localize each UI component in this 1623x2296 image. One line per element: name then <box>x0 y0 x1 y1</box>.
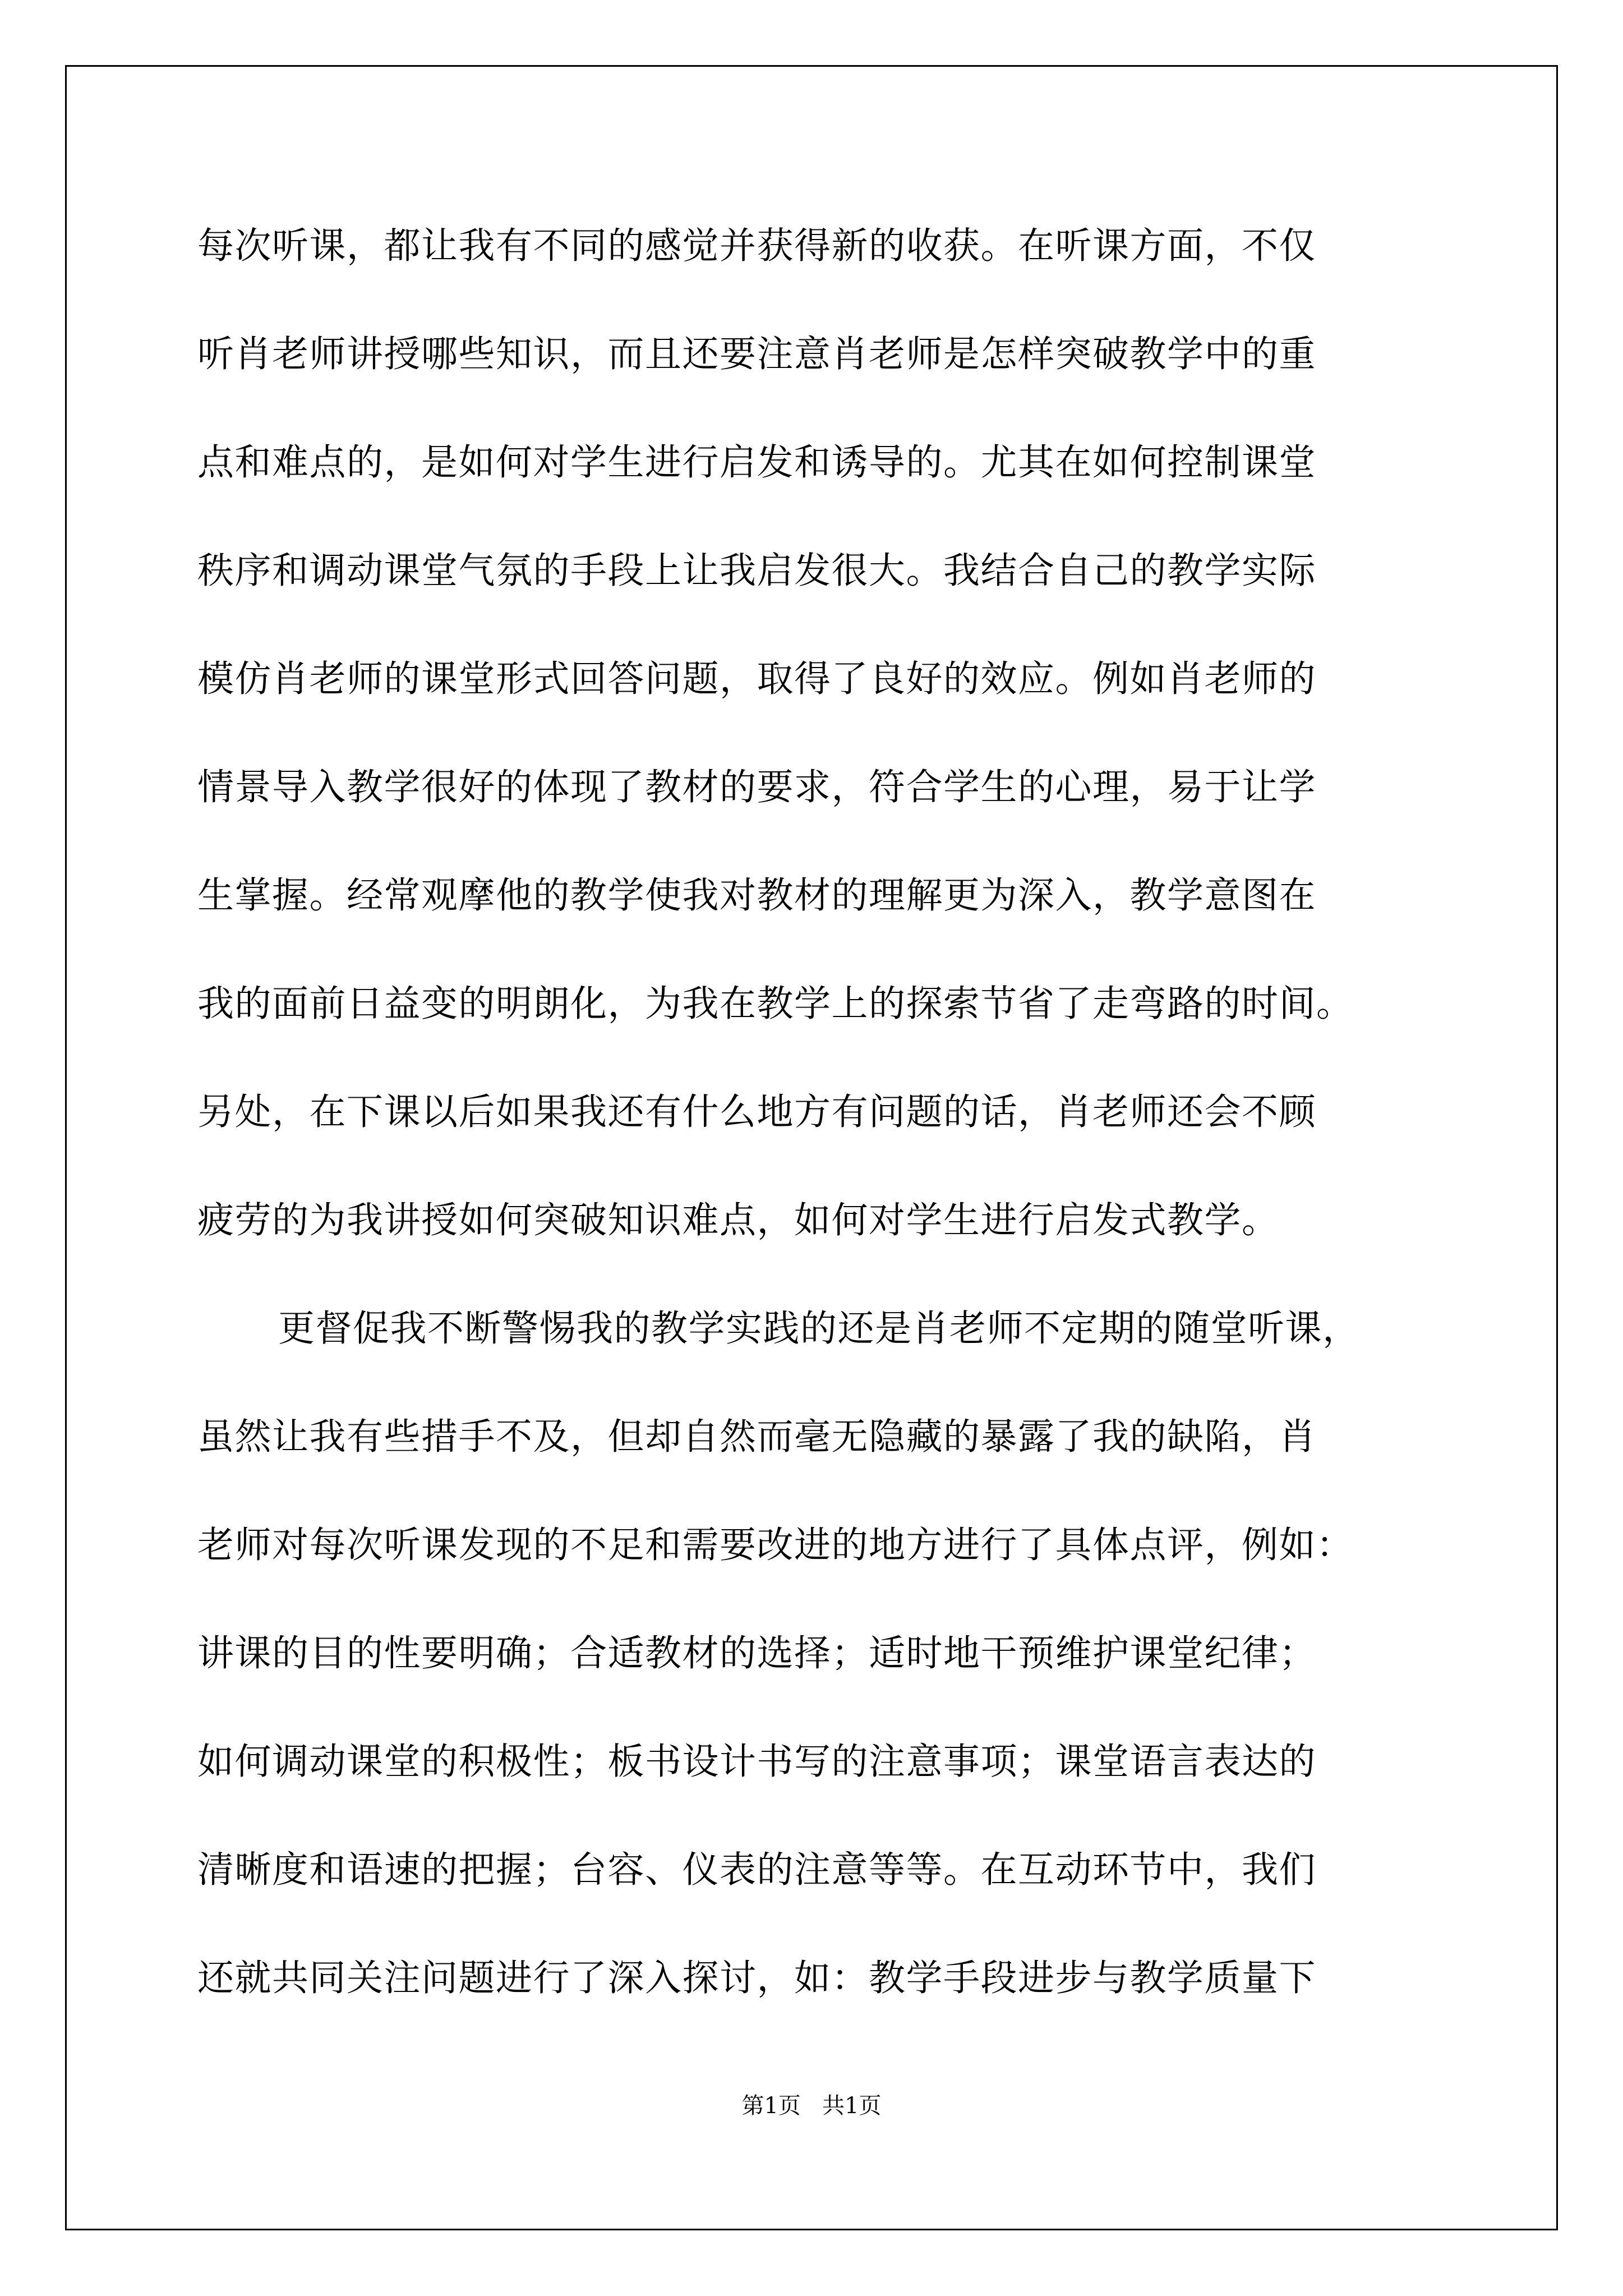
text-line: 如何调动课堂的积极性；板书设计书写的注意事项；课堂语言表达的 <box>197 1741 1317 1783</box>
text-line: 每次听课，都让我有不同的感觉并获得新的收获。在听课方面，不仅 <box>197 225 1317 267</box>
text-line: 清晰度和语速的把握；台容、仪表的注意等等。在互动环节中，我们 <box>197 1849 1317 1891</box>
text-line: 情景导入教学很好的体现了教材的要求，符合学生的心理，易于让学 <box>197 766 1317 808</box>
text-line: 还就共同关注问题进行了深入探讨，如：教学手段进步与教学质量下 <box>197 1957 1317 1999</box>
text-line: 另处，在下课以后如果我还有什么地方有问题的话，肖老师还会不顾 <box>197 1091 1317 1133</box>
text-line: 我的面前日益变的明朗化，为我在教学上的探索节省了走弯路的时间。 <box>197 983 1354 1025</box>
text-line: 点和难点的，是如何对学生进行启发和诱导的。尤其在如何控制课堂 <box>197 441 1317 484</box>
text-line: 讲课的目的性要明确；合适教材的选择；适时地干预维护课堂纪律； <box>197 1632 1317 1674</box>
text-line: 模仿肖老师的课堂形式回答问题，取得了良好的效应。例如肖老师的 <box>197 658 1317 700</box>
page-number-footer: 第1页 共1页 <box>741 2093 882 2119</box>
text-line: 虽然让我有些措手不及，但却自然而毫无隐藏的暴露了我的缺陷，肖 <box>197 1416 1317 1458</box>
text-line-indented: 更督促我不断警惕我的教学实践的还是肖老师不定期的随堂听课， <box>278 1308 1360 1350</box>
text-line: 老师对每次听课发现的不足和需要改进的地方进行了具体点评，例如： <box>197 1524 1354 1566</box>
text-line: 疲劳的为我讲授如何突破知识难点，如何对学生进行启发式教学。 <box>197 1199 1279 1241</box>
document-body <box>197 192 1440 2032</box>
text-line: 听肖老师讲授哪些知识，而且还要注意肖老师是怎样突破教学中的重 <box>197 333 1317 375</box>
text-line: 生掌握。经常观摩他的教学使我对教材的理解更为深入，教学意图在 <box>197 875 1317 917</box>
text-line: 秩序和调动课堂气氛的手段上让我启发很大。我结合自己的教学实际 <box>197 550 1317 592</box>
